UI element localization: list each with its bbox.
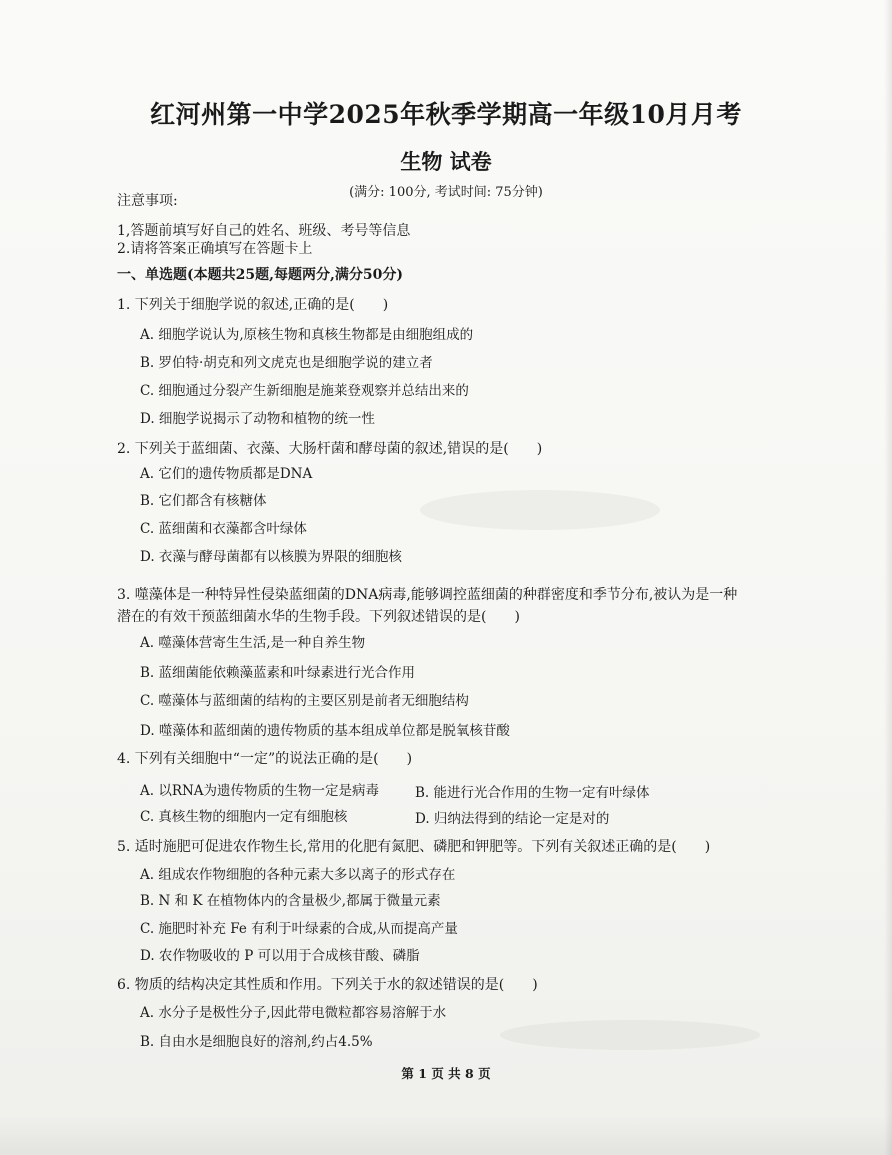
question-stem: 4. 下列有关细胞中“一定”的说法正确的是( ): [117, 751, 413, 767]
answer-option: A. 以RNA为遗传物质的生物一定是病毒: [140, 783, 380, 799]
answer-option: A. 组成农作物细胞的各种元素大多以离子的形式存在: [140, 867, 456, 883]
answer-option: B. 蓝细菌能依赖藻蓝素和叶绿素进行光合作用: [140, 665, 416, 681]
answer-option: A. 水分子是极性分子,因此带电微粒都容易溶解于水: [140, 1005, 447, 1021]
page-number: 第 1 页 共 8 页: [401, 1066, 491, 1081]
answer-option: A. 它们的遗传物质都是DNA: [140, 466, 313, 482]
section-heading: 一、单选题(本题共25题,每题两分,满分50分): [117, 267, 403, 283]
answer-option: D. 衣藻与酵母菌都有以核膜为界限的细胞核: [140, 549, 402, 565]
answer-option: B. 罗伯特·胡克和列文虎克也是细胞学说的建立者: [140, 355, 433, 371]
answer-option: B. 能进行光合作用的生物一定有叶绿体: [415, 785, 650, 801]
question-stem: 潜在的有效干预蓝细菌水华的生物手段。下列叙述错误的是( ): [117, 609, 520, 625]
answer-option: A. 细胞学说认为,原核生物和真核生物都是由细胞组成的: [140, 327, 474, 343]
question-stem: 2. 下列关于蓝细菌、衣藻、大肠杆菌和酵母菌的叙述,错误的是( ): [117, 441, 543, 457]
answer-option: A. 噬藻体营寄生生活,是一种自养生物: [140, 635, 366, 651]
answer-option: D. 细胞学说揭示了动物和植物的统一性: [140, 411, 375, 427]
answer-option: B. 自由水是细胞良好的溶剂,约占4.5%: [140, 1034, 373, 1050]
score-time-info: (满分: 100分, 考试时间: 75分钟): [349, 185, 543, 200]
exam-subtitle: 生物 试卷: [400, 149, 492, 174]
answer-option: B. N 和 K 在植物体内的含量极少,都属于微量元素: [140, 893, 441, 909]
scan-smudge: [500, 1020, 760, 1050]
scan-shadow-bottom: [0, 1115, 892, 1155]
answer-option: B. 它们都含有核糖体: [140, 493, 267, 509]
answer-option: D. 噬藻体和蓝细菌的遗传物质的基本组成单位都是脱氧核苷酸: [140, 723, 510, 739]
exam-title: 红河州第一中学2025年秋季学期高一年级10月月考: [150, 100, 742, 129]
question-stem: 6. 物质的结构决定其性质和作用。下列关于水的叙述错误的是( ): [117, 977, 538, 993]
answer-option: C. 真核生物的细胞内一定有细胞核: [140, 809, 348, 825]
scan-smudge: [420, 490, 660, 530]
notice-item: 2.请将答案正确填写在答题卡上: [117, 241, 313, 257]
answer-option: C. 细胞通过分裂产生新细胞是施莱登观察并总结出来的: [140, 383, 469, 399]
answer-option: D. 农作物吸收的 P 可以用于合成核苷酸、磷脂: [140, 948, 420, 964]
question-stem: 1. 下列关于细胞学说的叙述,正确的是( ): [117, 297, 389, 313]
answer-option: C. 噬藻体与蓝细菌的结构的主要区别是前者无细胞结构: [140, 693, 469, 709]
answer-option: C. 施肥时补充 Fe 有利于叶绿素的合成,从而提高产量: [140, 921, 458, 937]
question-stem: 3. 噬藻体是一种特异性侵染蓝细菌的DNA病毒,能够调控蓝细菌的种群密度和季节分布,被认为是一种: [117, 587, 738, 603]
answer-option: C. 蓝细菌和衣藻都含叶绿体: [140, 521, 307, 537]
question-stem: 5. 适时施肥可促进农作物生长,常用的化肥有氮肥、磷肥和钾肥等。下列有关叙述正确的是( ): [117, 839, 711, 855]
answer-option: D. 归纳法得到的结论一定是对的: [415, 811, 610, 827]
scan-shadow-right: [884, 0, 892, 1155]
notice-heading: 注意事项:: [117, 193, 178, 209]
notice-item: 1,答题前填写好自己的姓名、班级、考号等信息: [117, 223, 411, 239]
